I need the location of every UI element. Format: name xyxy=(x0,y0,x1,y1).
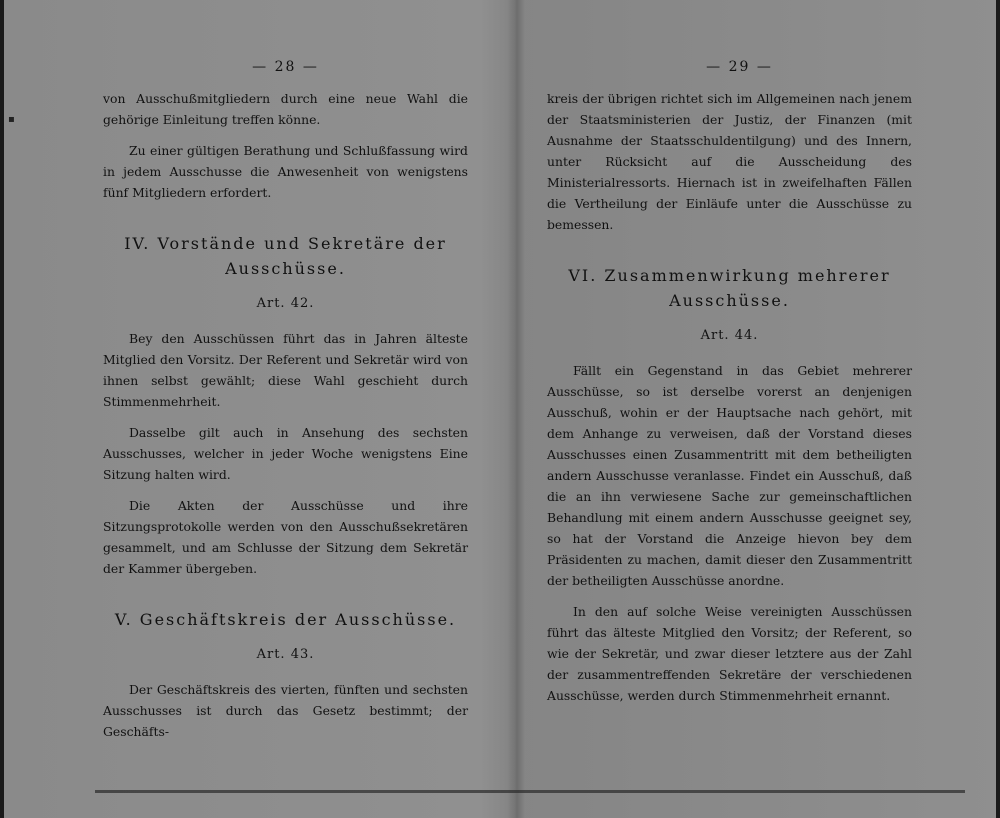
page-number-right: — 29 — xyxy=(706,59,773,75)
paragraph: In den auf solche Weise vereinigten Ausschüssen führt das älteste Mitglied den Vorsitz; der Referent, so wie der Sekretär, und zwar dieser letztere aus der Zahl der zusammentreffenden Sekretäre der verschiedenen Ausschüsse, werden durch Stimmenmehrheit ernannt. xyxy=(547,604,912,703)
paragraph: Dasselbe gilt auch in Ansehung des sechsten Ausschusses, welcher in jeder Woche wenigstens Eine Sitzung halten wird. xyxy=(103,425,468,482)
section-heading-iv: IV. Vorstände und Sekretäre der Ausschüsse. xyxy=(124,234,447,278)
paragraph: Bey den Ausschüssen führt das in Jahren älteste Mitglied den Vorsitz. Der Referent und Sekretär wird von ihnen selbst gewählt; diese Wahl geschieht durch Stimmenmehrheit. xyxy=(103,331,468,409)
section-heading-v: V. Geschäftskreis der Ausschüsse. xyxy=(114,610,457,629)
paragraph: von Ausschußmitgliedern durch eine neue Wahl die gehörige Einleitung treffen könne. xyxy=(103,91,468,127)
page-number-left: — 28 — xyxy=(252,59,319,75)
article-label-44: Art. 44. xyxy=(700,328,759,343)
scan-edge-right xyxy=(996,0,1000,818)
paragraph: kreis der übrigen richtet sich im Allgemeinen nach jenem der Staatsministerien der Justiz, der Finanzen (mit Ausnahme der Staatsschuldentilgung) und des Innern, unter Rücksicht auf die Ausscheidung des Ministerialressorts. Hiernach ist in zweifelhaften Fällen die Vertheilung der Einläufe unter die Ausschüsse zu bemessen. xyxy=(547,91,912,232)
section-heading-vi: VI. Zusammenwirkung mehrerer Ausschüsse. xyxy=(568,266,891,310)
book-gutter xyxy=(507,0,525,818)
paragraph: Fällt ein Gegenstand in das Gebiet mehrerer Ausschüsse, so ist derselbe vorerst an denjenigen Ausschuß, wohin er der Hauptsache nach gehört, mit dem Anhange zu verweisen, daß der Vorstand dieses Ausschusses einen Zusammentritt mit dem betheiligten andern Ausschusse veranlasse. Findet ein Ausschuß, daß die an ihn verwiesene Sache zur gemeinschaftlichen Behandlung mit einem andern Ausschusse geeignet sey, so hat der Vorstand die Anzeige hievon bey dem Präsidenten zu machen, damit dieser den Zusammentritt der betheiligten Ausschüsse anordne. xyxy=(547,363,912,588)
article-label-43: Art. 43. xyxy=(256,647,315,662)
paragraph: Zu einer gültigen Berathung und Schlußfassung wird in jedem Ausschusse die Anwesenheit von wenigstens fünf Mitgliedern erfordert. xyxy=(103,143,468,200)
right-page xyxy=(547,56,912,716)
left-page xyxy=(103,56,468,752)
scan-edge-left xyxy=(0,0,4,818)
paragraph: Der Geschäftskreis des vierten, fünften und sechsten Ausschusses ist durch das Gesetz bestimmt; der Geschäfts- xyxy=(103,682,468,739)
page-bottom-edge xyxy=(95,790,965,793)
margin-dot-mark: ▪ xyxy=(8,114,15,125)
article-label-42: Art. 42. xyxy=(256,296,315,311)
paragraph: Die Akten der Ausschüsse und ihre Sitzungsprotokolle werden von den Ausschußsekretären gesammelt, und am Schlusse der Sitzung dem Sekretär der Kammer übergeben. xyxy=(103,498,468,576)
